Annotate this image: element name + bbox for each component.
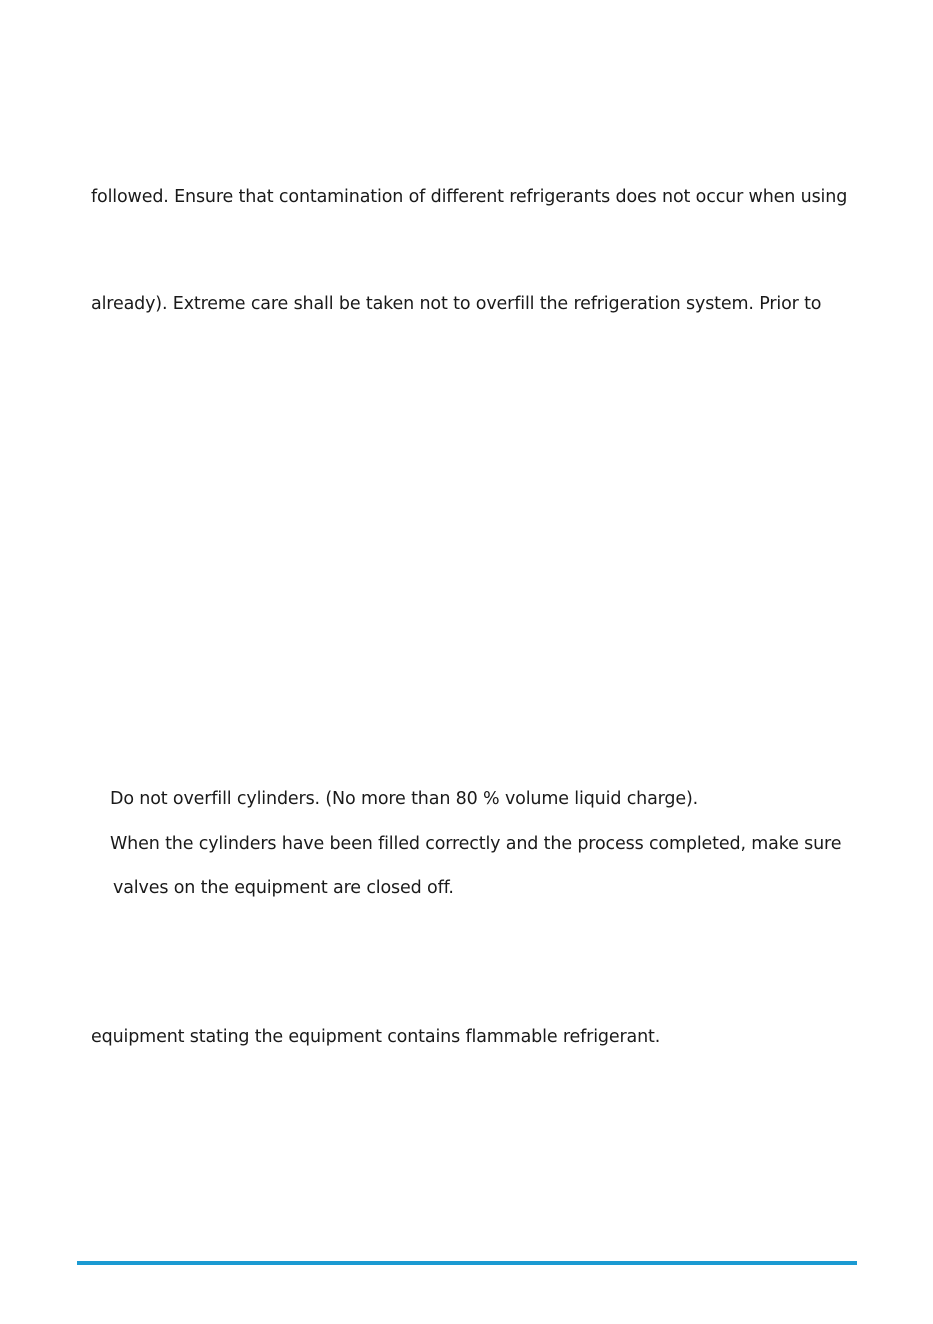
body-text-line: already). Extreme care shall be taken not to overfill the refrigeration system. Prior to [91,293,822,314]
body-text-line: equipment stating the equipment contains flammable refrigerant. [91,1026,661,1047]
body-text-line: followed. Ensure that contamination of different refrigerants does not occur when using [91,186,848,207]
footer-divider [77,1261,857,1265]
list-item-continuation: valves on the equipment are closed off. [113,877,454,898]
list-item-text: Do not overfill cylinders. (No more than 80 % volume liquid charge). [110,788,699,809]
list-item-text: When the cylinders have been filled correctly and the process completed, make sure [110,833,842,854]
